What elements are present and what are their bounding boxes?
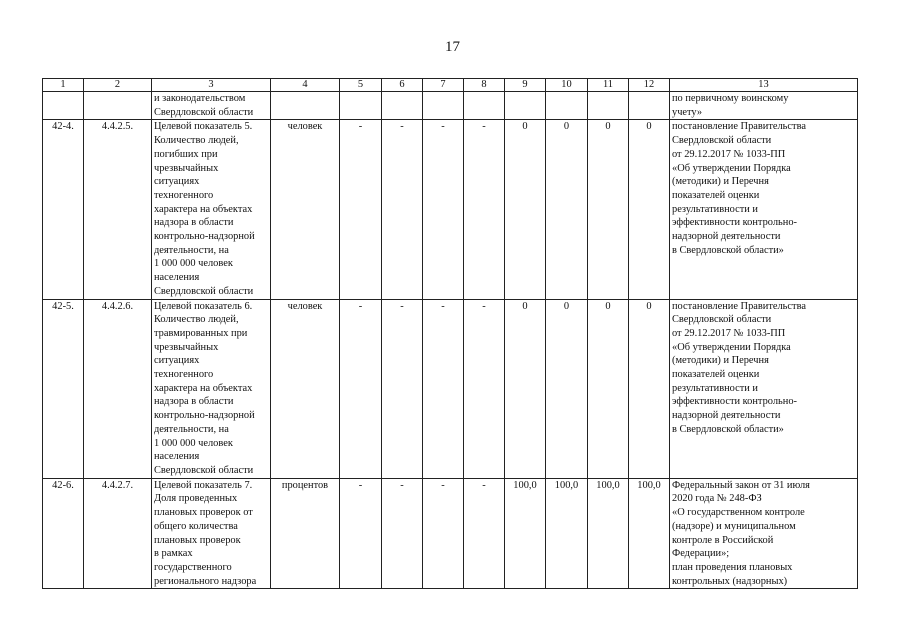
header-cell: 4 (271, 79, 340, 92)
row-value-9: 100,0 (505, 478, 546, 589)
row-value-11: 100,0 (588, 478, 629, 589)
row-value-9: 0 (505, 299, 546, 478)
row-description: Целевой показатель 5. Количество людей, погибших при чрезвычайных ситуациях техногенного характера на объектах надзора в области контрольно-надзорной деятельности, на 1 000 000 человек населения Свердловской области (152, 120, 271, 299)
row-value-7: - (423, 120, 464, 299)
header-cell: 7 (423, 79, 464, 92)
row-value-6: - (382, 478, 423, 589)
page-number: 17 (445, 39, 460, 55)
row-value-12: 0 (629, 299, 670, 478)
header-cell: 5 (340, 79, 382, 92)
header-row (43, 79, 858, 92)
row-value-12: 100,0 (629, 478, 670, 589)
row-value-6: - (382, 299, 423, 478)
header-cell: 2 (84, 79, 152, 92)
row-value-6: - (382, 120, 423, 299)
header-cell: 11 (588, 79, 629, 92)
indicators-table (42, 78, 858, 589)
table-row (43, 299, 858, 478)
row-value-10: 100,0 (546, 478, 588, 589)
row-code: 4.4.2.5. (84, 120, 152, 299)
row-description: Целевой показатель 6. Количество людей, травмированных при чрезвычайных ситуациях техногенного характера на объектах надзора в области контрольно-надзорной деятельности, на 1 000 000 человек населения Свердловской области (152, 299, 271, 478)
header-cell: 3 (152, 79, 271, 92)
continuation-row (43, 92, 858, 120)
row-code: 4.4.2.6. (84, 299, 152, 478)
row-basis: постановление Правительства Свердловской области от 29.12.2017 № 1033-ПП «Об утверждении Порядка (методики) и Перечня показателей оценки результативности и эффективности контрольно- надзорной деятельности в Свердловской области» (670, 120, 858, 299)
row-number: 42-6. (43, 478, 84, 589)
row-value-5: - (340, 120, 382, 299)
row-number: 42-4. (43, 120, 84, 299)
header-cell: 8 (464, 79, 505, 92)
row-value-8: - (464, 120, 505, 299)
row-description: Целевой показатель 7. Доля проведенных плановых проверок от общего количества плановых проверок в рамках государственного регионального надзора (152, 478, 271, 589)
row-value-9: 0 (505, 120, 546, 299)
row-value-5: - (340, 299, 382, 478)
row-value-7: - (423, 478, 464, 589)
table-row (43, 120, 858, 299)
row-value-8: - (464, 299, 505, 478)
header-cell: 12 (629, 79, 670, 92)
continuation-basis: по первичному воинскому учету» (670, 92, 858, 120)
header-cell: 6 (382, 79, 423, 92)
row-value-12: 0 (629, 120, 670, 299)
row-value-10: 0 (546, 120, 588, 299)
row-value-8: - (464, 478, 505, 589)
row-code: 4.4.2.7. (84, 478, 152, 589)
row-value-7: - (423, 299, 464, 478)
row-value-5: - (340, 478, 382, 589)
row-unit: человек (271, 120, 340, 299)
continuation-description: и законодательством Свердловской области (152, 92, 271, 120)
row-value-10: 0 (546, 299, 588, 478)
row-value-11: 0 (588, 120, 629, 299)
header-cell: 9 (505, 79, 546, 92)
table-row (43, 478, 858, 589)
header-cell: 1 (43, 79, 84, 92)
header-cell: 13 (670, 79, 858, 92)
row-unit: человек (271, 299, 340, 478)
row-value-11: 0 (588, 299, 629, 478)
row-number: 42-5. (43, 299, 84, 478)
row-unit: процентов (271, 478, 340, 589)
header-cell: 10 (546, 79, 588, 92)
row-basis: Федеральный закон от 31 июля 2020 года № 248-ФЗ «О государственном контроле (надзоре) и муниципальном контроле в Российской Федерации»; план проведения плановых контрольных (надзорных) (670, 478, 858, 589)
row-basis: постановление Правительства Свердловской области от 29.12.2017 № 1033-ПП «Об утверждении Порядка (методики) и Перечня показателей оценки результативности и эффективности контрольно- надзорной деятельности в Свердловской области» (670, 299, 858, 478)
